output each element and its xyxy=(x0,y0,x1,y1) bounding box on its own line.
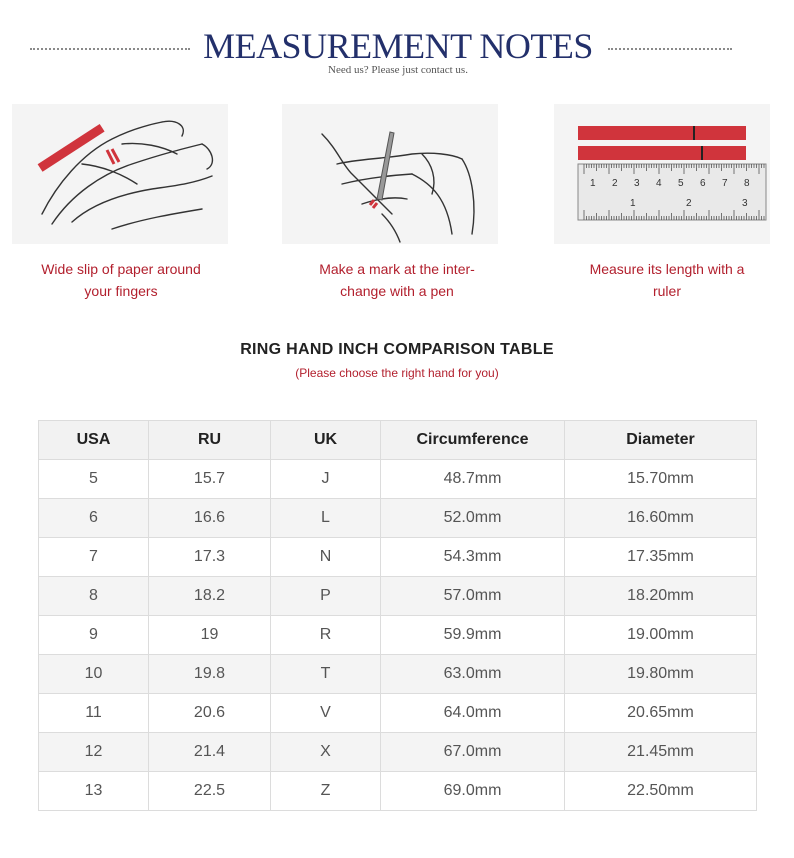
ring-size-table xyxy=(38,420,757,811)
table-cell: T xyxy=(271,655,381,694)
table-cell: P xyxy=(271,577,381,616)
step-caption-line: your fingers xyxy=(84,283,158,299)
table-row xyxy=(39,694,757,733)
table-row xyxy=(39,577,757,616)
mark-with-pen-illustration xyxy=(282,104,498,244)
header-dotted-rule-right xyxy=(608,48,732,50)
column-header: UK xyxy=(271,421,381,460)
table-cell: 17.35mm xyxy=(565,538,757,577)
table-cell: 19.80mm xyxy=(565,655,757,694)
table-subtitle: (Please choose the right hand for you) xyxy=(295,366,499,380)
table-cell: L xyxy=(271,499,381,538)
table-cell: 15.70mm xyxy=(565,460,757,499)
step-caption xyxy=(8,258,234,302)
step-caption xyxy=(554,258,780,302)
table-cell: 64.0mm xyxy=(381,694,565,733)
table-header-row xyxy=(39,421,757,460)
table-cell: 6 xyxy=(39,499,149,538)
ruler-inch-label: 6 xyxy=(700,178,706,189)
ruler-inch-label: 7 xyxy=(722,178,728,189)
table-cell: X xyxy=(271,733,381,772)
table-cell: 17.3 xyxy=(149,538,271,577)
column-header: Circumference xyxy=(381,421,565,460)
table-cell: 20.6 xyxy=(149,694,271,733)
table-cell: 52.0mm xyxy=(381,499,565,538)
table-cell: 21.45mm xyxy=(565,733,757,772)
table-cell: 57.0mm xyxy=(381,577,565,616)
ruler xyxy=(578,164,766,220)
table-cell: 12 xyxy=(39,733,149,772)
page-title: MEASUREMENT NOTES xyxy=(203,26,593,66)
table-cell: 19 xyxy=(149,616,271,655)
table-cell: 19.00mm xyxy=(565,616,757,655)
table-cell: R xyxy=(271,616,381,655)
table-cell: 5 xyxy=(39,460,149,499)
column-header: Diameter xyxy=(565,421,757,460)
table-cell: 63.0mm xyxy=(381,655,565,694)
page-subtitle: Need us? Please just contact us. xyxy=(328,64,468,76)
paper-strip xyxy=(578,126,746,140)
table-cell: V xyxy=(271,694,381,733)
table-cell: 48.7mm xyxy=(381,460,565,499)
table-cell: 18.2 xyxy=(149,577,271,616)
table-cell: 54.3mm xyxy=(381,538,565,577)
page-header xyxy=(0,24,794,84)
ruler-inch-label: 3 xyxy=(634,178,640,189)
table-cell: 10 xyxy=(39,655,149,694)
table-cell: 67.0mm xyxy=(381,733,565,772)
ruler-measure-illustration xyxy=(554,104,770,244)
step-caption-line: Wide slip of paper around xyxy=(41,261,201,277)
table-row xyxy=(39,538,757,577)
table-title: RING HAND INCH COMPARISON TABLE xyxy=(240,341,554,358)
column-header: RU xyxy=(149,421,271,460)
step-caption-line: change with a pen xyxy=(340,283,454,299)
table-cell: J xyxy=(271,460,381,499)
table-cell: 8 xyxy=(39,577,149,616)
table-row xyxy=(39,733,757,772)
step-caption xyxy=(284,258,510,302)
table-cell: 18.20mm xyxy=(565,577,757,616)
table-cell: 21.4 xyxy=(149,733,271,772)
table-cell: 15.7 xyxy=(149,460,271,499)
table-cell: 19.8 xyxy=(149,655,271,694)
table-cell: 13 xyxy=(39,772,149,811)
table-cell: 7 xyxy=(39,538,149,577)
header-dotted-rule-left xyxy=(30,48,190,50)
ruler-inch-label: 4 xyxy=(656,178,662,189)
table-cell: 22.50mm xyxy=(565,772,757,811)
table-cell: 22.5 xyxy=(149,772,271,811)
table-cell: 9 xyxy=(39,616,149,655)
ruler-cm-label: 1 xyxy=(630,198,636,209)
step-caption-line: Measure its length with a xyxy=(589,261,745,277)
table-cell: N xyxy=(271,538,381,577)
paper-around-finger-illustration xyxy=(12,104,228,244)
table-cell: Z xyxy=(271,772,381,811)
table-cell: 59.9mm xyxy=(381,616,565,655)
column-header: USA xyxy=(39,421,149,460)
ruler-inch-label: 8 xyxy=(744,178,750,189)
table-row xyxy=(39,655,757,694)
table-cell: 69.0mm xyxy=(381,772,565,811)
ruler-cm-label: 2 xyxy=(686,198,692,209)
paper-strip xyxy=(578,146,746,160)
table-row xyxy=(39,772,757,811)
ruler-inch-label: 1 xyxy=(590,178,596,189)
step-caption-line: Make a mark at the inter- xyxy=(319,261,475,277)
table-cell: 11 xyxy=(39,694,149,733)
ruler-cm-label: 3 xyxy=(742,198,748,209)
table-row xyxy=(39,616,757,655)
step-caption-line: ruler xyxy=(652,283,681,299)
ruler-inch-label: 2 xyxy=(612,178,618,189)
table-row xyxy=(39,499,757,538)
table-row xyxy=(39,460,757,499)
ruler-inch-label: 5 xyxy=(678,178,684,189)
table-cell: 16.60mm xyxy=(565,499,757,538)
table-cell: 16.6 xyxy=(149,499,271,538)
table-cell: 20.65mm xyxy=(565,694,757,733)
